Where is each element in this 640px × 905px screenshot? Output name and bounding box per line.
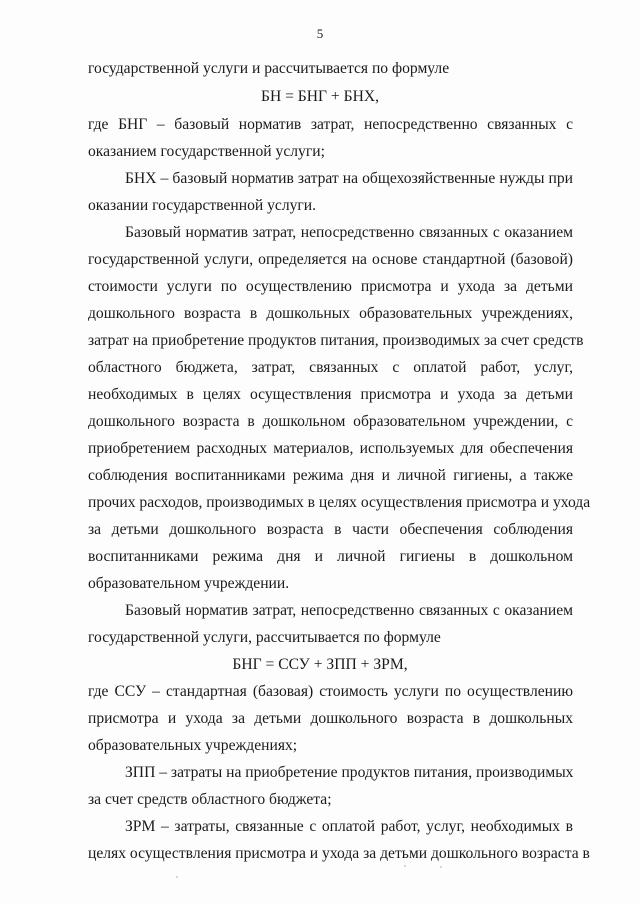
text-line: БНХ – базовый норматив затрат на общехозяйственные нужды при	[125, 170, 573, 187]
text-line: затрат на приобретение продуктов питания, производимых за счет средств	[88, 332, 584, 349]
text-line: воспитанниками режима дня и личной гигиены в дошкольном	[88, 548, 573, 565]
scan-speck	[176, 876, 178, 878]
text-line: государственной услуги и рассчитывается по формуле	[88, 60, 450, 77]
page-number: 5	[316, 26, 324, 41]
text-line: соблюдения воспитанниками режима дня и личной гигиены, а также	[88, 467, 573, 484]
text-line: прочих расходов, производимых в целях осуществления присмотра и ухода	[88, 494, 591, 511]
formula-bng: БНГ = ССУ + ЗПП + ЗРМ,	[232, 656, 408, 673]
formula-bn: БН = БНГ + БНХ,	[260, 88, 379, 105]
text-line: где БНГ – базовый норматив затрат, непосредственно связанных с	[88, 116, 573, 133]
scan-speck	[440, 866, 442, 868]
text-line: где ССУ – стандартная (базовая) стоимость услуги по осуществлению	[88, 683, 573, 700]
text-line: за счет средств областного бюджета;	[88, 791, 332, 808]
text-line: за детьми дошкольного возраста в части обеспечения соблюдения	[88, 521, 573, 538]
scan-speck	[404, 865, 406, 867]
text-line: приобретением расходных материалов, используемых для обеспечения	[88, 440, 573, 457]
text-line: стоимости услуги по осуществлению присмотра и ухода за детьми	[88, 278, 573, 295]
text-line: государственной услуги, рассчитывается по формуле	[88, 629, 441, 646]
text-line: дошкольного возраста в дошкольном образовательном учреждении, с	[88, 413, 573, 430]
text-line: ЗПП – затраты на приобретение продуктов питания, производимых	[125, 764, 574, 781]
text-line: дошкольного возраста в дошкольных образовательных учреждениях,	[88, 305, 573, 322]
text-line: Базовый норматив затрат, непосредственно связанных с оказанием	[125, 602, 573, 619]
text-line: присмотра и ухода за детьми дошкольного возраста в дошкольных	[88, 710, 573, 727]
text-line: оказании государственной услуги.	[88, 197, 317, 214]
text-line: образовательных учреждениях;	[88, 737, 298, 754]
text-line: ЗРМ – затраты, связанные с оплатой работ, услуг, необходимых в	[125, 818, 573, 835]
text-line: областного бюджета, затрат, связанных с оплатой работ, услуг,	[88, 359, 573, 376]
text-line: необходимых в целях осуществления присмотра и ухода за детьми	[88, 386, 573, 403]
text-line: образовательном учреждении.	[88, 575, 290, 592]
text-line: оказанием государственной услуги;	[88, 143, 325, 160]
text-line: государственной услуги, определяется на основе стандартной (базовой)	[88, 251, 573, 268]
text-line: целях осуществления присмотра и ухода за детьми дошкольного возраста в	[88, 845, 590, 862]
text-line: Базовый норматив затрат, непосредственно связанных с оказанием	[125, 224, 573, 241]
